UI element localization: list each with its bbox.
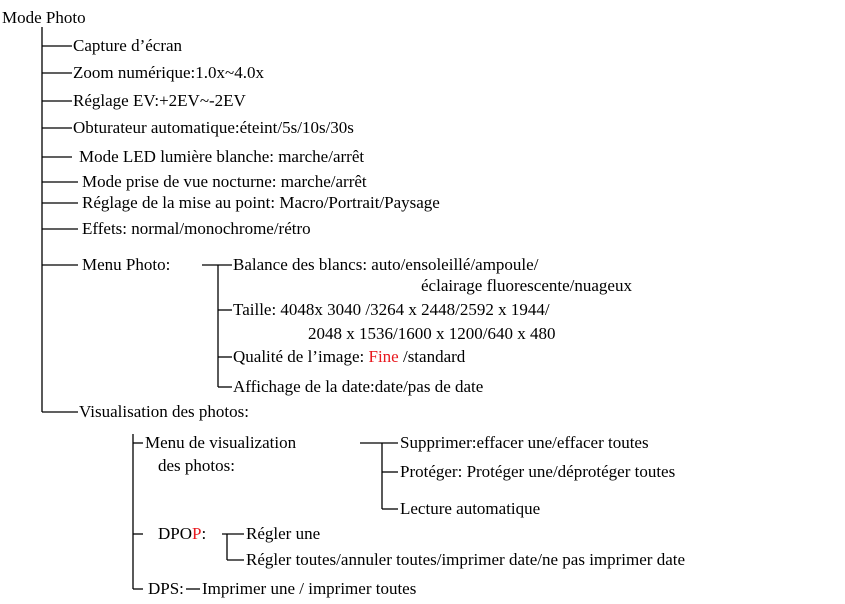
size-line1: Taille: 4048x 3040 /3264 x 2448/2592 x 1944/ bbox=[233, 300, 550, 319]
playback-menu-line1: Menu de visualization bbox=[145, 433, 297, 452]
dps-label: DPS: bbox=[148, 579, 184, 598]
quality-suffix: /standard bbox=[398, 347, 466, 366]
date-display: Affichage de la date:date/pas de date bbox=[233, 377, 484, 396]
white-balance-line2: éclairage fluorescente/nuageux bbox=[421, 276, 632, 295]
playback-protect: Protéger: Protéger une/déprotéger toutes bbox=[400, 462, 676, 481]
playback-menu-line2: des photos: bbox=[158, 456, 235, 475]
item-capture: Capture d’écran bbox=[73, 36, 183, 55]
root-label: Mode Photo bbox=[2, 8, 86, 27]
dpof-set-one: Régler une bbox=[246, 524, 321, 543]
dpof-label bbox=[158, 524, 206, 544]
dpof-prefix: DPO bbox=[158, 524, 193, 543]
white-balance-line1: Balance des blancs: auto/ensoleillé/ampoule/ bbox=[233, 255, 539, 274]
dps-print: Imprimer une / imprimer toutes bbox=[202, 579, 417, 598]
item-effects: Effets: normal/monochrome/rétro bbox=[82, 219, 311, 238]
quality-fine: Fine bbox=[368, 347, 399, 366]
dpof-suffix: : bbox=[201, 524, 207, 543]
image-quality bbox=[233, 347, 465, 367]
item-focus: Réglage de la mise au point: Macro/Portrait/Paysage bbox=[82, 193, 440, 212]
playback-delete: Supprimer:effacer une/effacer toutes bbox=[400, 433, 649, 452]
item-timer: Obturateur automatique:éteint/5s/10s/30s bbox=[73, 118, 354, 137]
quality-prefix: Qualité de l’image: bbox=[233, 347, 369, 366]
dpof-red-letter: P bbox=[192, 524, 202, 543]
dpof-set-all: Régler toutes/annuler toutes/imprimer date/ne pas imprimer date bbox=[246, 550, 686, 569]
playback-label: Visualisation des photos: bbox=[79, 402, 249, 421]
item-night: Mode prise de vue nocturne: marche/arrêt bbox=[82, 172, 367, 191]
item-zoom: Zoom numérique:1.0x~4.0x bbox=[73, 63, 264, 82]
size-line2: 2048 x 1536/1600 x 1200/640 x 480 bbox=[308, 324, 556, 343]
item-ev: Réglage EV:+2EV~-2EV bbox=[73, 91, 246, 110]
photo-menu-label: Menu Photo: bbox=[82, 255, 171, 274]
playback-autoplay: Lecture automatique bbox=[400, 499, 541, 518]
item-led: Mode LED lumière blanche: marche/arrêt bbox=[79, 147, 365, 166]
